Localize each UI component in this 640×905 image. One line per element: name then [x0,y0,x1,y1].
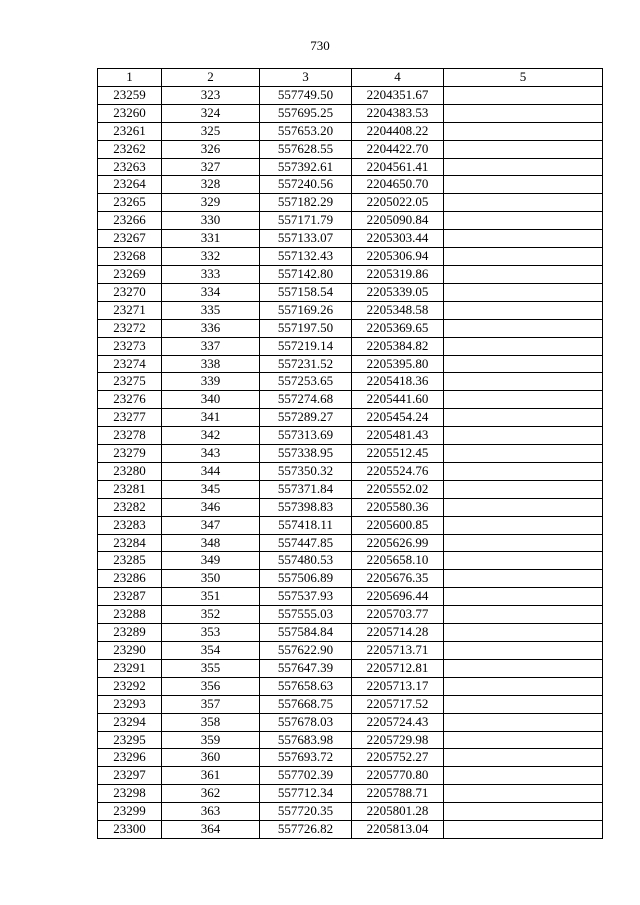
table-cell: 23299 [98,803,162,821]
table-cell [444,803,603,821]
table-cell: 2205441.60 [352,391,444,409]
table-cell: 347 [162,516,260,534]
table-cell [444,176,603,194]
column-header-4: 4 [352,69,444,87]
table-cell: 557253.65 [260,373,352,391]
table-cell: 23298 [98,785,162,803]
table-cell: 23275 [98,373,162,391]
table-cell [444,731,603,749]
table-cell: 343 [162,445,260,463]
table-cell: 23295 [98,731,162,749]
table-cell: 357 [162,695,260,713]
table-cell [444,749,603,767]
table-cell [444,427,603,445]
table-cell: 23263 [98,158,162,176]
table-row [98,212,603,230]
table-cell [444,624,603,642]
table-cell: 2205813.04 [352,821,444,839]
table-row [98,767,603,785]
table-cell: 23278 [98,427,162,445]
table-cell: 2205713.71 [352,642,444,660]
table-cell: 557480.53 [260,552,352,570]
table-cell: 557749.50 [260,86,352,104]
table-cell: 557289.27 [260,409,352,427]
table-cell: 557506.89 [260,570,352,588]
table-cell [444,785,603,803]
table-cell: 348 [162,534,260,552]
table-cell: 2204650.70 [352,176,444,194]
table-cell: 23265 [98,194,162,212]
table-cell: 557240.56 [260,176,352,194]
table-cell: 345 [162,480,260,498]
table-cell: 2205580.36 [352,498,444,516]
table-cell: 2205724.43 [352,713,444,731]
table-cell [444,391,603,409]
table-cell: 557398.83 [260,498,352,516]
table-cell: 23261 [98,122,162,140]
table-cell: 329 [162,194,260,212]
table-cell: 23291 [98,659,162,677]
table-cell: 2205512.45 [352,445,444,463]
table-cell: 23262 [98,140,162,158]
table-row [98,588,603,606]
table-cell: 354 [162,642,260,660]
table-cell [444,248,603,266]
table-cell: 2205712.81 [352,659,444,677]
table-row [98,534,603,552]
table-cell: 349 [162,552,260,570]
table-cell: 23264 [98,176,162,194]
table-cell: 557658.63 [260,677,352,695]
table-cell [444,337,603,355]
table-cell: 326 [162,140,260,158]
table-cell [444,104,603,122]
column-header-3: 3 [260,69,352,87]
table-cell: 23293 [98,695,162,713]
table-row [98,659,603,677]
table-cell: 339 [162,373,260,391]
table-cell: 557447.85 [260,534,352,552]
table-cell: 2205022.05 [352,194,444,212]
table-cell: 557712.34 [260,785,352,803]
table-cell: 2205600.85 [352,516,444,534]
table-cell: 557678.03 [260,713,352,731]
table-cell: 23297 [98,767,162,785]
table-cell: 557537.93 [260,588,352,606]
table-cell: 2205770.80 [352,767,444,785]
table-row [98,301,603,319]
table-cell [444,606,603,624]
table-cell: 557683.98 [260,731,352,749]
table-cell: 361 [162,767,260,785]
table-cell: 2205384.82 [352,337,444,355]
table-cell: 2205714.28 [352,624,444,642]
table-cell: 2205395.80 [352,355,444,373]
table-cell [444,480,603,498]
table-cell [444,642,603,660]
table-cell [444,230,603,248]
table-row [98,248,603,266]
table-cell: 337 [162,337,260,355]
table-cell: 557668.75 [260,695,352,713]
table-cell: 23287 [98,588,162,606]
table-row [98,158,603,176]
table-cell: 23259 [98,86,162,104]
table-cell [444,158,603,176]
table-cell: 557555.03 [260,606,352,624]
table-cell [444,677,603,695]
table-cell: 364 [162,821,260,839]
table-cell: 23260 [98,104,162,122]
table-cell: 358 [162,713,260,731]
table-cell: 353 [162,624,260,642]
table-cell: 23266 [98,212,162,230]
table-cell: 23292 [98,677,162,695]
table-cell: 335 [162,301,260,319]
table-cell: 23268 [98,248,162,266]
table-cell: 23271 [98,301,162,319]
table-cell: 23269 [98,265,162,283]
table-cell: 360 [162,749,260,767]
table-cell [444,265,603,283]
table-row [98,230,603,248]
table-row [98,606,603,624]
table-cell: 355 [162,659,260,677]
table-row [98,337,603,355]
table-cell: 2204422.70 [352,140,444,158]
table-cell [444,409,603,427]
table-row [98,462,603,480]
table-row [98,570,603,588]
table-cell: 23283 [98,516,162,534]
table-cell [444,767,603,785]
table-cell: 2204383.53 [352,104,444,122]
table-cell: 23288 [98,606,162,624]
table-cell: 557350.32 [260,462,352,480]
table-cell: 325 [162,122,260,140]
table-cell [444,122,603,140]
table-cell: 330 [162,212,260,230]
table-cell: 23284 [98,534,162,552]
table-cell: 23296 [98,749,162,767]
table-cell: 23273 [98,337,162,355]
table-cell: 23285 [98,552,162,570]
table-cell: 557720.35 [260,803,352,821]
table-cell [444,570,603,588]
table-row [98,695,603,713]
table-cell: 557274.68 [260,391,352,409]
table-row [98,391,603,409]
table-cell: 2204561.41 [352,158,444,176]
table-cell: 323 [162,86,260,104]
table-cell: 557693.72 [260,749,352,767]
table-cell: 356 [162,677,260,695]
table-cell: 23272 [98,319,162,337]
table-row [98,409,603,427]
table-cell: 2205524.76 [352,462,444,480]
table-cell: 557653.20 [260,122,352,140]
table-cell [444,445,603,463]
table-row [98,176,603,194]
table-cell [444,86,603,104]
table-cell [444,301,603,319]
table-cell: 344 [162,462,260,480]
table-cell: 2205752.27 [352,749,444,767]
table-cell: 346 [162,498,260,516]
table-cell: 2205369.65 [352,319,444,337]
table-cell: 2205339.05 [352,283,444,301]
table-cell: 340 [162,391,260,409]
table-cell: 23279 [98,445,162,463]
table-row [98,194,603,212]
table-cell: 2204408.22 [352,122,444,140]
table-cell: 557171.79 [260,212,352,230]
table-cell: 333 [162,265,260,283]
table-cell: 2205729.98 [352,731,444,749]
table-cell: 2205090.84 [352,212,444,230]
table-cell: 557647.39 [260,659,352,677]
table-cell: 2205626.99 [352,534,444,552]
table-cell: 23267 [98,230,162,248]
table-cell: 557197.50 [260,319,352,337]
table-row [98,480,603,498]
table-cell: 2205801.28 [352,803,444,821]
table-cell: 342 [162,427,260,445]
table-cell [444,552,603,570]
table-row [98,785,603,803]
table-cell: 2205319.86 [352,265,444,283]
table-row [98,265,603,283]
table-cell: 334 [162,283,260,301]
table-cell: 2205454.24 [352,409,444,427]
table-cell: 23280 [98,462,162,480]
table-cell [444,821,603,839]
table-cell: 328 [162,176,260,194]
table-cell: 2205303.44 [352,230,444,248]
table-cell: 23300 [98,821,162,839]
table-cell: 557338.95 [260,445,352,463]
table-cell: 350 [162,570,260,588]
table-cell [444,140,603,158]
table-row [98,642,603,660]
table-cell: 557313.69 [260,427,352,445]
table-cell [444,695,603,713]
table-cell: 359 [162,731,260,749]
column-header-5: 5 [444,69,603,87]
table-cell: 23281 [98,480,162,498]
table-cell: 557418.11 [260,516,352,534]
table-cell [444,212,603,230]
table-cell: 2205717.52 [352,695,444,713]
table-cell: 2205696.44 [352,588,444,606]
table-cell: 331 [162,230,260,248]
table-row [98,498,603,516]
table-cell: 557133.07 [260,230,352,248]
table-cell: 332 [162,248,260,266]
table-cell: 23282 [98,498,162,516]
table-cell: 2205418.36 [352,373,444,391]
page-number: 730 [310,38,330,53]
table-cell [444,355,603,373]
table-row [98,283,603,301]
table-cell [444,283,603,301]
table-cell: 557584.84 [260,624,352,642]
table-cell: 2205788.71 [352,785,444,803]
table-cell: 327 [162,158,260,176]
table-row [98,552,603,570]
table-cell: 23289 [98,624,162,642]
table-cell: 557219.14 [260,337,352,355]
table-cell: 2204351.67 [352,86,444,104]
table-cell: 23286 [98,570,162,588]
table-cell: 2205306.94 [352,248,444,266]
table-row [98,677,603,695]
table-cell: 363 [162,803,260,821]
table-cell [444,516,603,534]
table-row [98,104,603,122]
table-cell [444,659,603,677]
table-row [98,122,603,140]
table-row [98,319,603,337]
table-cell: 557169.26 [260,301,352,319]
table-body [98,86,603,838]
table-cell: 23290 [98,642,162,660]
table-row [98,86,603,104]
table-cell: 23276 [98,391,162,409]
table-cell [444,534,603,552]
table-cell: 324 [162,104,260,122]
table-row [98,445,603,463]
table-cell: 557142.80 [260,265,352,283]
table-cell: 23277 [98,409,162,427]
table-cell: 2205703.77 [352,606,444,624]
table-cell: 338 [162,355,260,373]
table-cell: 2205552.02 [352,480,444,498]
table-cell [444,194,603,212]
table-cell: 2205481.43 [352,427,444,445]
coordinates-table [97,68,603,839]
table-cell [444,588,603,606]
column-header-1: 1 [98,69,162,87]
table-row [98,355,603,373]
table-cell: 557158.54 [260,283,352,301]
table-row [98,821,603,839]
table-cell: 557628.55 [260,140,352,158]
table-cell: 2205658.10 [352,552,444,570]
table-cell: 2205676.35 [352,570,444,588]
table-cell: 23294 [98,713,162,731]
table-row [98,140,603,158]
table-cell: 557622.90 [260,642,352,660]
table-cell [444,373,603,391]
table-cell [444,498,603,516]
table-cell: 557702.39 [260,767,352,785]
table-header-row [98,69,603,87]
table-cell: 557182.29 [260,194,352,212]
column-header-2: 2 [162,69,260,87]
table-row [98,516,603,534]
table-row [98,624,603,642]
table-cell: 362 [162,785,260,803]
table-cell: 2205348.58 [352,301,444,319]
table-cell: 557726.82 [260,821,352,839]
table-row [98,713,603,731]
table-row [98,731,603,749]
table-cell: 23270 [98,283,162,301]
table-row [98,373,603,391]
table-row [98,803,603,821]
table-cell: 23274 [98,355,162,373]
table-row [98,427,603,445]
table-cell: 336 [162,319,260,337]
table-cell [444,319,603,337]
table-cell: 557371.84 [260,480,352,498]
table-cell: 557695.25 [260,104,352,122]
table-cell [444,713,603,731]
table-cell: 341 [162,409,260,427]
table-cell: 351 [162,588,260,606]
table-cell: 2205713.17 [352,677,444,695]
table-cell: 557392.61 [260,158,352,176]
table-row [98,749,603,767]
table-cell [444,462,603,480]
table-cell: 557132.43 [260,248,352,266]
table-cell: 557231.52 [260,355,352,373]
table-cell: 352 [162,606,260,624]
